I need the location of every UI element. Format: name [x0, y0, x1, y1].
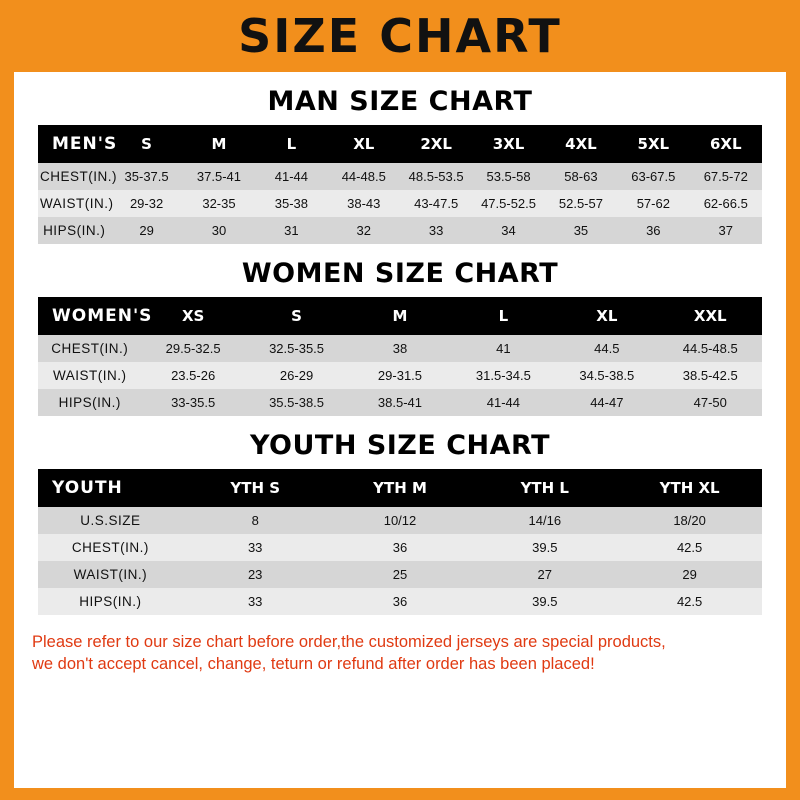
- cell: 10/12: [383, 513, 417, 528]
- column-header: 4XL: [565, 135, 597, 153]
- row-label: HIPS(IN.): [79, 594, 142, 609]
- cell: 26-29: [279, 368, 314, 383]
- cell: 57-62: [636, 196, 670, 211]
- cell: 29.5-32.5: [165, 341, 221, 356]
- cell: 39.5: [532, 540, 558, 555]
- column-header: M: [211, 135, 227, 153]
- cell: 35-37.5: [124, 169, 169, 184]
- cell: 32.5-35.5: [269, 341, 325, 356]
- column-header: YTH L: [520, 479, 569, 497]
- column-header: YTH M: [373, 479, 427, 497]
- column-header: 6XL: [709, 135, 742, 153]
- cell: 31.5-34.5: [475, 368, 531, 383]
- row-label: HIPS(IN.): [58, 395, 121, 410]
- column-header: YOUTH: [52, 478, 123, 498]
- column-header: MEN'S: [52, 134, 118, 154]
- column-header: XL: [353, 135, 375, 153]
- row-label: CHEST(IN.): [40, 169, 117, 184]
- cell: 33: [247, 540, 263, 555]
- column-header: S: [291, 307, 302, 325]
- section-title-women: WOMEN SIZE CHART: [241, 258, 559, 289]
- header-banner: [0, 0, 800, 72]
- cell: 38.5-41: [377, 395, 423, 410]
- cell: 34: [501, 223, 516, 238]
- table-header-row: [38, 125, 762, 163]
- cell: 47.5-52.5: [481, 196, 536, 211]
- cell: 42.5: [676, 594, 703, 609]
- cell: 29-31.5: [377, 368, 423, 383]
- table-row: [38, 389, 762, 416]
- column-header: XXL: [693, 307, 727, 325]
- cell: 35.5-38.5: [269, 395, 325, 410]
- cell: 37.5-41: [196, 169, 242, 184]
- cell: 63-67.5: [631, 169, 676, 184]
- cell: 47-50: [693, 395, 727, 410]
- table-row: [38, 507, 762, 534]
- section-women: [14, 258, 786, 416]
- cell: 23: [247, 567, 263, 582]
- table-row: [38, 335, 762, 362]
- row-label: WAIST(IN.): [52, 368, 127, 383]
- cell: 38: [392, 341, 408, 356]
- order-policy-note: [14, 631, 786, 676]
- footer-accent-bar: [0, 788, 800, 800]
- cell: 33: [428, 223, 444, 238]
- table-women: [38, 297, 762, 416]
- column-header: XS: [181, 307, 205, 325]
- table-header-row: [38, 469, 762, 507]
- cell: 23.5-26: [171, 368, 216, 383]
- row-label: WAIST(IN.): [40, 196, 114, 211]
- column-header: 3XL: [492, 135, 525, 153]
- cell: 35-38: [274, 196, 308, 211]
- cell: 36: [392, 540, 408, 555]
- column-header: YTH XL: [659, 479, 720, 497]
- column-header: L: [498, 307, 509, 325]
- cell: 29-32: [129, 196, 164, 211]
- section-title-youth: YOUTH SIZE CHART: [249, 430, 551, 461]
- cell: 27: [537, 567, 553, 582]
- section-man: [14, 86, 786, 244]
- table-row: [38, 190, 762, 217]
- note-line-1: Please refer to our size chart before order,the customized jerseys are special products,: [32, 633, 666, 651]
- cell: 44-47: [590, 395, 624, 410]
- cell: 44.5-48.5: [682, 341, 738, 356]
- cell: 34.5-38.5: [579, 368, 635, 383]
- page-title: SIZE CHART: [238, 9, 562, 63]
- cell: 39.5: [532, 594, 558, 609]
- cell: 44.5: [594, 341, 620, 356]
- column-header: XL: [596, 307, 618, 325]
- cell: 32: [356, 223, 371, 238]
- cell: 37: [718, 223, 733, 238]
- table-row: [38, 217, 762, 244]
- cell: 35: [573, 223, 589, 238]
- cell: 36: [646, 223, 661, 238]
- cell: 30: [211, 223, 227, 238]
- cell: 29: [139, 223, 154, 238]
- column-header: M: [392, 307, 408, 325]
- table-man: [38, 125, 762, 244]
- row-label: HIPS(IN.): [43, 223, 106, 238]
- row-label: CHEST(IN.): [51, 341, 129, 356]
- table-row: [38, 588, 762, 615]
- cell: 41: [496, 341, 511, 356]
- cell: 58-63: [564, 169, 598, 184]
- row-label: WAIST(IN.): [73, 567, 148, 582]
- cell: 44-48.5: [341, 169, 386, 184]
- cell: 67.5-72: [703, 169, 748, 184]
- cell: 42.5: [676, 540, 703, 555]
- cell: 38-43: [347, 196, 381, 211]
- note-line-2: we don't accept cancel, change, teturn or refund after order has been placed!: [32, 655, 595, 674]
- column-header: 5XL: [637, 135, 670, 153]
- cell: 33: [247, 594, 263, 609]
- table-row: [38, 561, 762, 588]
- cell: 41-44: [274, 169, 308, 184]
- cell: 62-66.5: [703, 196, 748, 211]
- table-row: [38, 163, 762, 190]
- cell: 52.5-57: [558, 196, 603, 211]
- table-header-row: [38, 297, 762, 335]
- cell: 53.5-58: [486, 169, 531, 184]
- table-youth: [38, 469, 762, 615]
- column-header: YTH S: [230, 479, 281, 497]
- cell: 8: [251, 513, 259, 528]
- row-label: U.S.SIZE: [80, 513, 141, 528]
- section-youth: [14, 430, 786, 615]
- cell: 33-35.5: [171, 395, 216, 410]
- cell: 48.5-53.5: [408, 169, 464, 184]
- cell: 32-35: [202, 196, 236, 211]
- column-header: L: [286, 135, 297, 153]
- row-label: CHEST(IN.): [71, 540, 149, 555]
- cell: 14/16: [528, 513, 562, 528]
- cell: 41-44: [486, 395, 521, 410]
- cell: 31: [284, 223, 299, 238]
- cell: 29: [682, 567, 697, 582]
- cell: 43-47.5: [414, 196, 459, 211]
- cell: 25: [392, 567, 408, 582]
- column-header: 2XL: [420, 135, 452, 153]
- cell: 18/20: [673, 513, 706, 528]
- cell: 36: [392, 594, 408, 609]
- column-header: WOMEN'S: [52, 306, 153, 326]
- table-row: [38, 534, 762, 561]
- cell: 38.5-42.5: [682, 368, 738, 383]
- section-title-man: MAN SIZE CHART: [267, 86, 533, 117]
- column-header: S: [141, 135, 152, 153]
- table-row: [38, 362, 762, 389]
